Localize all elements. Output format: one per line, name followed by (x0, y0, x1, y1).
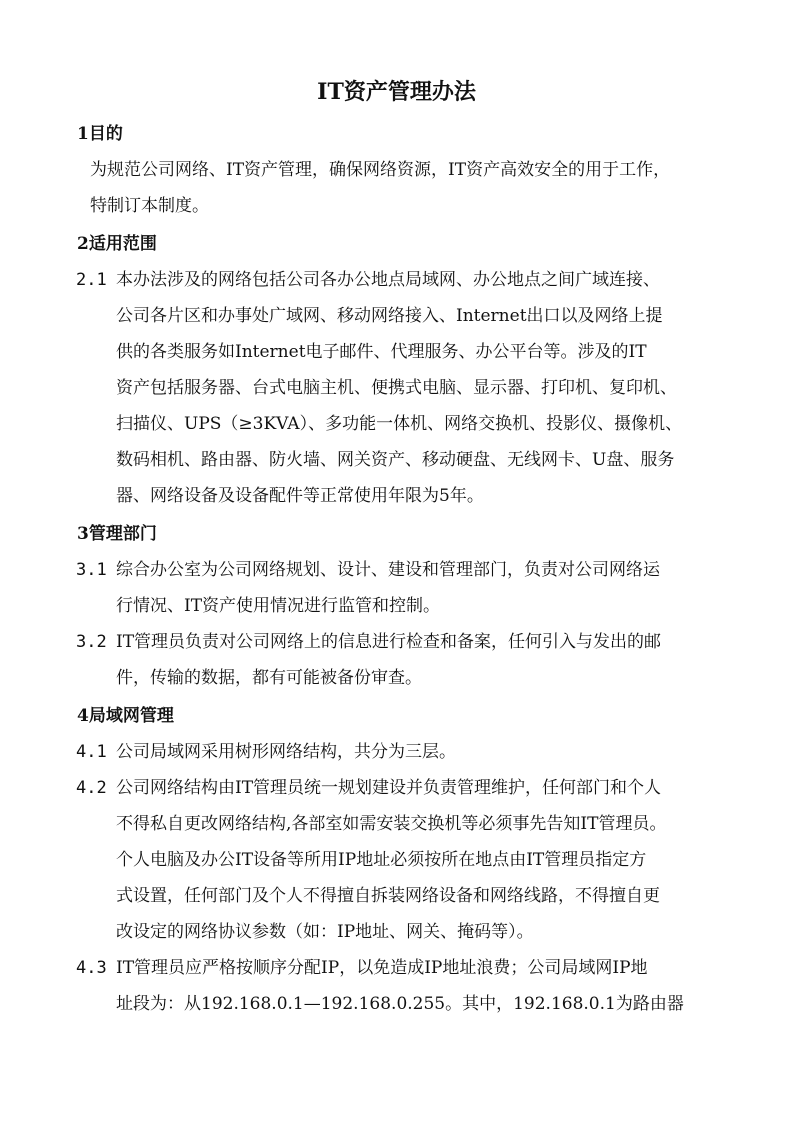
clause-3-1-line-2: 行情况、IT资产使用情况进行监管和控制。 (116, 596, 441, 616)
clause-number-3-1: 3.1 (76, 560, 107, 580)
section-heading-scope: 2适用范围 (77, 234, 157, 254)
clause-4-2-line-1: 公司网络结构由IT管理员统一规划建设并负责管理维护，任何部门和个人 (116, 778, 662, 798)
section-heading-management: 3管理部门 (77, 524, 157, 544)
clause-number-4-2: 4.2 (76, 778, 107, 798)
clause-4-2-line-4: 式设置，任何部门及个人不得擅自拆装网络设备和网络线路，不得擅自更 (116, 886, 660, 906)
section-heading-purpose: 1目的 (77, 124, 123, 144)
purpose-line-2: 特制订本制度。 (90, 196, 209, 216)
clause-3-1-line-1: 综合办公室为公司网络规划、设计、建设和管理部门，负责对公司网络运 (116, 560, 660, 580)
clause-number-2-1: 2.1 (76, 270, 107, 290)
clause-4-1-line-1: 公司局域网采用树形网络结构，共分为三层。 (116, 742, 456, 762)
clause-4-3-line-1: IT管理员应严格按顺序分配IP，以免造成IP地址浪费；公司局域网IP地 (116, 958, 648, 978)
clause-2-1-line-3: 供的各类服务如Internet电子邮件、代理服务、办公平台等。涉及的IT (116, 342, 647, 362)
purpose-line-1: 为规范公司网络、IT资产管理，确保网络资源，IT资产高效安全的用于工作， (90, 160, 671, 180)
clause-3-2-line-2: 件，传输的数据，都有可能被备份审查。 (116, 668, 422, 688)
clause-number-4-3: 4.3 (76, 958, 107, 978)
clause-number-3-2: 3.2 (76, 632, 107, 652)
clause-2-1-line-4: 资产包括服务器、台式电脑主机、便携式电脑、显示器、打印机、复印机、 (116, 378, 677, 398)
clause-2-1-line-2: 公司各片区和办事处广域网、移动网络接入、Internet出口以及网络上提 (116, 306, 663, 326)
clause-4-2-line-2: 不得私自更改网络结构,各部室如需安装交换机等必须事先告知IT管理员。 (116, 814, 667, 834)
clause-2-1-line-1: 本办法涉及的网络包括公司各办公地点局域网、办公地点之间广域连接、 (116, 270, 660, 290)
clause-2-1-line-7: 器、网络设备及设备配件等正常使用年限为5年。 (116, 486, 484, 506)
clause-2-1-line-5: 扫描仪、UPS（≥3KVA）、多功能一体机、网络交换机、投影仪、摄像机、 (116, 414, 683, 434)
clause-4-2-line-3: 个人电脑及办公IT设备等所用IP地址必须按所在地点由IT管理员指定方 (116, 850, 647, 870)
clause-number-4-1: 4.1 (76, 742, 107, 762)
document-title: IT资产管理办法 (317, 79, 476, 105)
clause-4-3-line-2: 址段为：从192.168.0.1—192.168.0.255。其中，192.168.0.1为路由器 (116, 994, 684, 1014)
section-heading-lan: 4局域网管理 (77, 706, 174, 726)
clause-4-2-line-5: 改设定的网络协议参数（如：IP地址、网关、掩码等）。 (116, 922, 534, 942)
clause-2-1-line-6: 数码相机、路由器、防火墙、网关资产、移动硬盘、无线网卡、U盘、服务 (116, 450, 675, 470)
clause-3-2-line-1: IT管理员负责对公司网络上的信息进行检查和备案，任何引入与发出的邮 (116, 632, 662, 652)
